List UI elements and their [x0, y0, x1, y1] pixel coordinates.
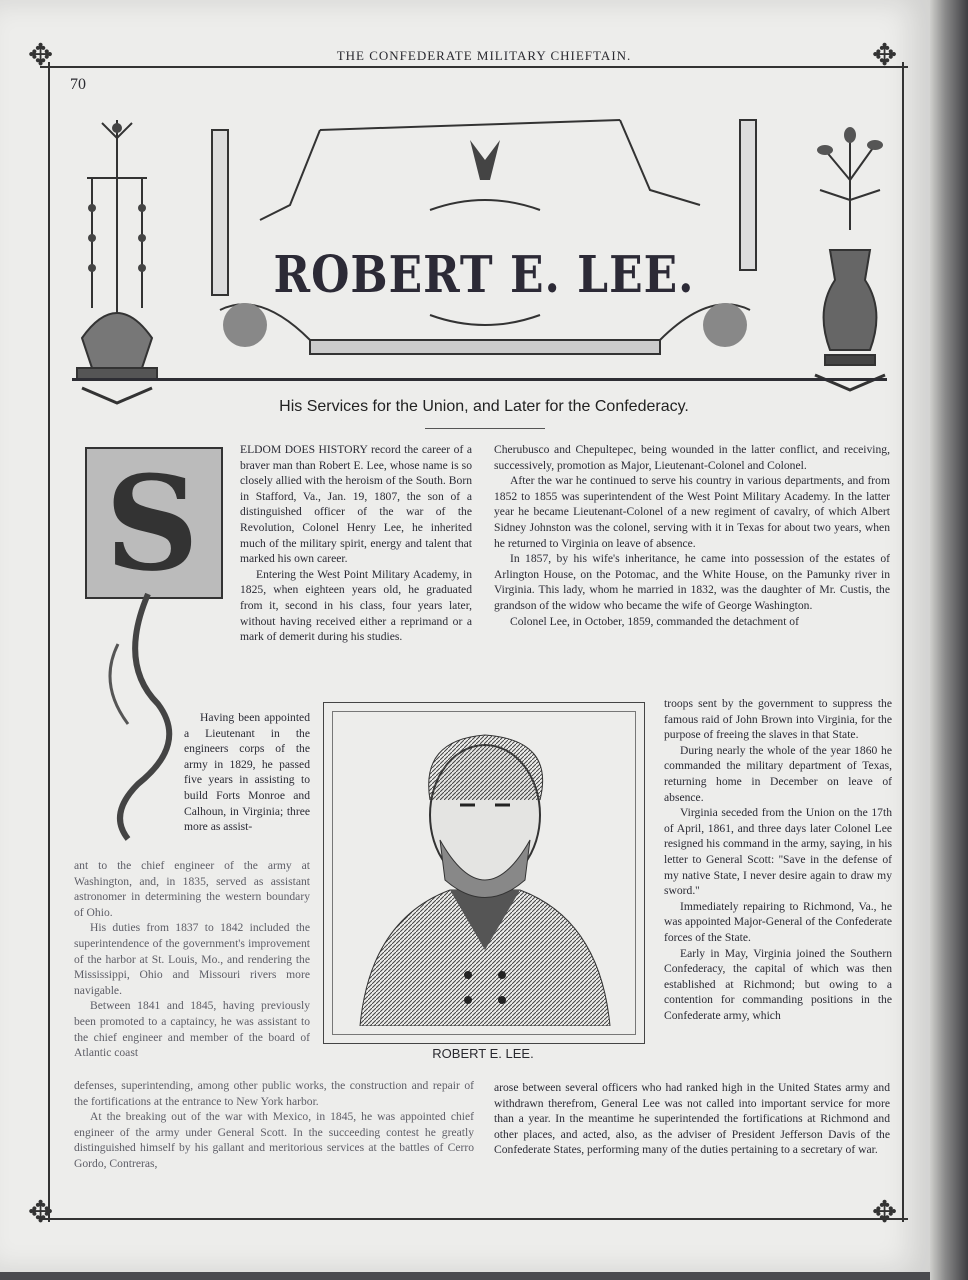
paragraph: Having been appointed a Lieutenant in the engineers corps of the army in 1829, he passed five years in assisting to build Forts Monroe and Calhoun, in Virginia; three more as assist-: [184, 711, 310, 834]
column-1-bottom: [74, 858, 310, 1061]
paragraph: ELDOM DOES HISTORY record the career of a braver man than Robert E. Lee, whose name is so closely allied with the heroism of the South. Born in Stafford, Va., Jan. 19, 1807, the son of a distinguished officer of the war of the Revolution, Colonel Henry Lee, he inherited much of the military spirit, energy and talent that marked his own career.: [240, 443, 472, 566]
subtitle-rule: [425, 428, 545, 429]
paragraph: ant to the chief engineer of the army at Washington, and, in 1835, served as assistant astronomer in determining the western boundary of Ohio.: [74, 859, 310, 919]
column-1-narrow: [184, 710, 310, 835]
column-2-narrow: [664, 696, 892, 1023]
paragraph: Virginia seceded from the Union on the 17th of April, 1861, and three days later Colonel Lee resigned his command in the army, saying, in his letter to General Scott: ''Save in the defense of my native State, I never desire again to draw my sword.'': [664, 806, 892, 898]
corner-ornament-icon: ✥: [872, 39, 898, 72]
paragraph: arose between several officers who had ranked high in the United States army and withdrawn therefrom, General Lee was not called into important service for more than a year. In the meantime he superintended the fortifications at Richmond and other places, and acted, also, as the adviser of President Jefferson Davis of the Confederate States, performing many of the duties pertaining to a secretary of war.: [494, 1081, 890, 1157]
dropcap-letter: S: [105, 447, 199, 600]
column-1-top: [240, 442, 472, 645]
article-subtitle: His Services for the Union, and Later for the Confederacy.: [279, 398, 689, 415]
paragraph: His duties from 1837 to 1842 included the superintendence of the government's improvement of the harbor at St. Louis, Mo., and rendering the Mississippi, Ohio and Missouri rivers more navigable.: [74, 921, 310, 997]
paragraph: troops sent by the government to suppress the famous raid of John Brown into Virginia, for the purpose of freeing the slaves in that State.: [664, 697, 892, 742]
paragraph: After the war he continued to serve his country in various departments, and from 1852 to 1855 was superintendent of the West Point Military Academy. In the latter year he became Lieutenant-Colonel of a new regiment of cavalry, of which Albert Sidney Johnston was the colonel, serving with it in Texas for about two years, when he returned to Virginia on leave of absence.: [494, 474, 890, 550]
paragraph: Between 1841 and 1845, having previously been promoted to a captaincy, he was assistant to the chief engineer and member of the board of Atlantic coast: [74, 999, 310, 1060]
title-rule: [72, 378, 887, 381]
column-1-wide: [74, 1078, 474, 1172]
running-head: THE CONFEDERATE MILITARY CHIEFTAIN.: [336, 48, 632, 63]
corner-ornament-icon: ✥: [28, 39, 54, 72]
paragraph: Cherubusco and Chepultepec, being wounded in the latter conflict, and receiving, successively, promotion as Major, Lieutenant-Colonel and Colonel.: [494, 443, 890, 472]
paragraph: Entering the West Point Military Academy, in 1825, when eighteen years old, he graduated from it, second in his class, four years later, without having received either a reprimand or a mark of demerit during his studies.: [240, 567, 472, 644]
page-number: 70: [70, 76, 86, 93]
corner-ornament-icon: ✥: [28, 1196, 54, 1229]
page-border-left: [48, 62, 50, 1222]
paragraph: Colonel Lee, in October, 1859, commanded the detachment of: [510, 614, 799, 628]
paragraph: defenses, superintending, among other public works, the construction and repair of the fortifications at the entrance to New York harbor.: [74, 1079, 474, 1108]
book-edge: [930, 0, 968, 1280]
portrait-engraving: [340, 720, 626, 1026]
article-title: ROBERT E. LEE.: [273, 246, 695, 305]
paragraph: During nearly the whole of the year 1860 he commanded the military department of Texas, returning home in December on leave of absence.: [664, 743, 892, 804]
column-2-bottom: [494, 1080, 890, 1158]
corner-ornament-icon: ✥: [872, 1196, 898, 1229]
paragraph: Immediately repairing to Richmond, Va., he was appointed Major-General of the Confederate forces of the State.: [664, 899, 892, 944]
paragraph: Early in May, Virginia joined the Southern Confederacy, the capital of which was then established at Richmond; but owing to a contention for commanding positions in the Confederate army, which: [664, 946, 892, 1022]
title-banner-frame: [200, 110, 770, 375]
column-2-top: [494, 442, 890, 629]
portrait-caption: ROBERT E. LEE.: [432, 1046, 534, 1061]
page-border-right: [902, 62, 904, 1222]
paragraph: At the breaking out of the war with Mexico, in 1845, he was appointed chief engineer of the army under General Scott. In the succeeding contest he greatly distinguished himself by his gallant and meritorious services at the battles of Cerro Gordo, Contreras,: [74, 1110, 474, 1170]
paragraph: In 1857, by his wife's inheritance, he came into possession of the estates of Arlington House, on the Potomac, and the White House, on the Pamunky river in Virginia. This lady, whom he married in 1832, was the daughter of Mr. Custis, the grandson of the widow who became the wife of George Washington.: [494, 552, 890, 612]
